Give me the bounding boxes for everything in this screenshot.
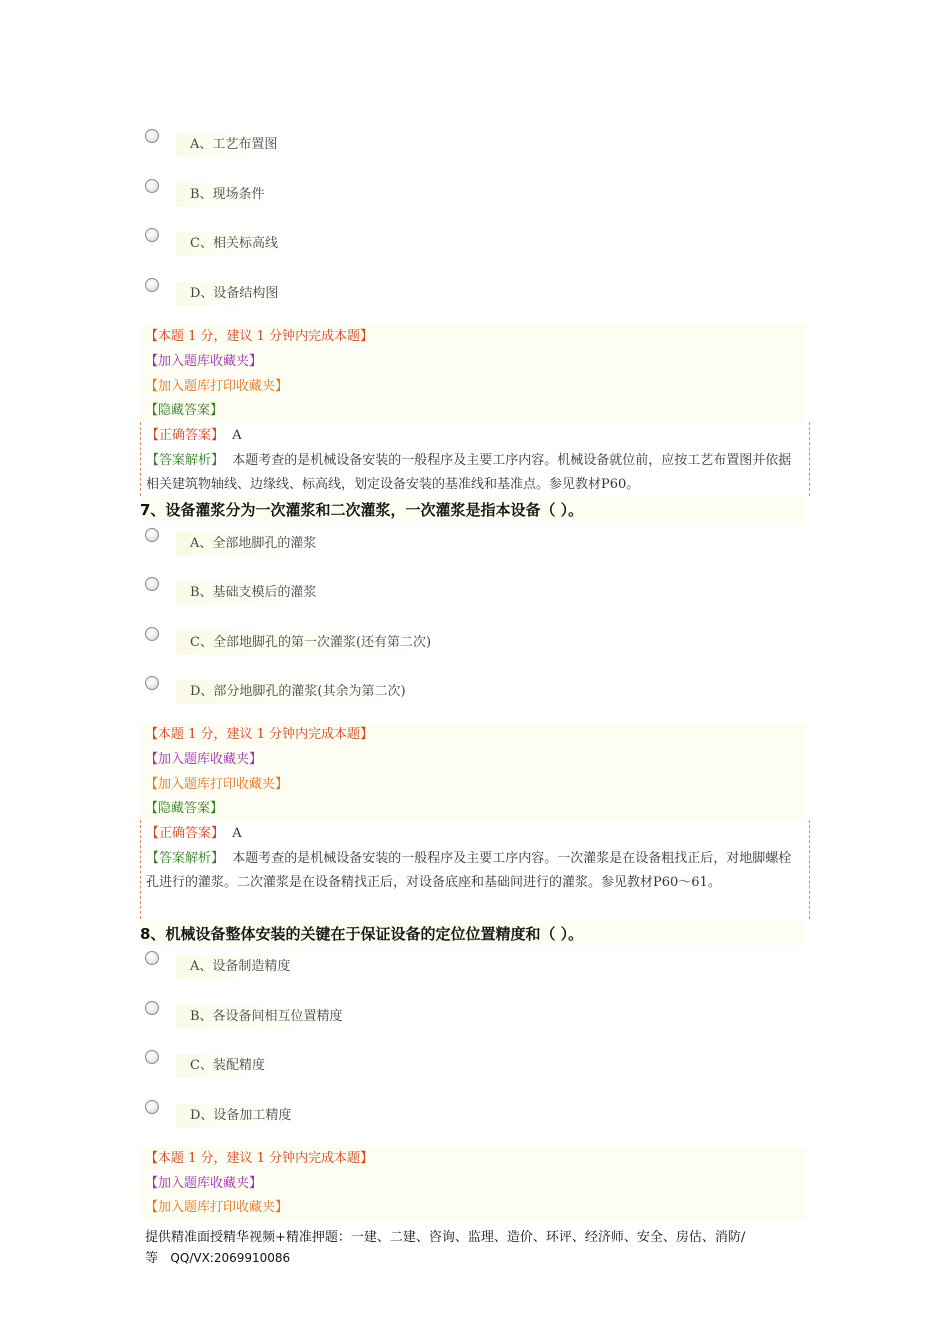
q7-option-c: C、全部地脚孔的第一次灌浆(还有第二次)	[176, 631, 441, 655]
q8-option-d-radio[interactable]	[145, 1100, 159, 1114]
q8-option-d: D、设备加工精度	[176, 1104, 301, 1128]
q6-hide-answer-link[interactable]: 【隐藏答案】	[140, 399, 805, 422]
q6-option-c-radio[interactable]	[145, 228, 159, 242]
q8-tip: 【本题 1 分，建议 1 分钟内完成本题】	[140, 1147, 805, 1170]
q7-option-d: D、部分地脚孔的灌浆(其余为第二次)	[176, 680, 416, 704]
q7-option-c-radio[interactable]	[145, 627, 159, 641]
q6-add-favorite-link[interactable]: 【加入题库收藏夹】	[140, 350, 805, 373]
q6-option-d: D、设备结构图	[176, 282, 288, 306]
q6-explain-text: 本题考查的是机械设备安装的一般程序及主要工序内容。机械设备就位前，应按工艺布置图并依据相关建筑物轴线、边缘线、标高线，划定设备安装的基准线和基准点。参见教材P60。	[146, 452, 792, 492]
footer-qq: QQ/VX:2069910086	[170, 1251, 291, 1265]
q6-answer-value: A	[232, 428, 242, 443]
q7-explain-label: 【答案解析】	[146, 850, 225, 866]
q6-option-a: A、工艺布置图	[176, 133, 287, 157]
q6-tip: 【本题 1 分，建议 1 分钟内完成本题】	[140, 325, 805, 348]
q8-option-a-radio[interactable]	[145, 951, 159, 965]
q8-option-b: B、各设备间相互位置精度	[176, 1005, 353, 1029]
q7-tip: 【本题 1 分，建议 1 分钟内完成本题】	[140, 723, 805, 746]
q7-add-print-favorite-link[interactable]: 【加入题库打印收藏夹】	[140, 773, 805, 796]
q6-option-b: B、现场条件	[176, 183, 275, 207]
q7-option-a: A、全部地脚孔的灌浆	[176, 532, 326, 556]
q7-title: 7、设备灌浆分为一次灌浆和二次灌浆，一次灌浆是指本设备（ ）。	[140, 498, 805, 522]
q6-answer-box	[140, 422, 810, 496]
q7-answer-box	[140, 820, 810, 919]
q7-answer-value: A	[232, 826, 242, 841]
q7-add-favorite-link[interactable]: 【加入题库收藏夹】	[140, 748, 805, 771]
q6-option-a-radio[interactable]	[145, 129, 159, 143]
q8-option-a: A、设备制造精度	[176, 955, 300, 979]
q8-option-b-radio[interactable]	[145, 1001, 159, 1015]
q8-add-print-favorite-link[interactable]: 【加入题库打印收藏夹】	[140, 1196, 805, 1219]
q6-option-c: C、相关标高线	[176, 232, 288, 256]
q8-option-c: C、装配精度	[176, 1054, 275, 1078]
q6-explain-label: 【答案解析】	[146, 452, 225, 468]
q8-add-favorite-link[interactable]: 【加入题库收藏夹】	[140, 1172, 805, 1195]
q6-add-print-favorite-link[interactable]: 【加入题库打印收藏夹】	[140, 375, 805, 398]
q8-option-c-radio[interactable]	[145, 1050, 159, 1064]
q6-option-b-radio[interactable]	[145, 179, 159, 193]
q7-answer-label: 【正确答案】	[146, 826, 225, 841]
footer-promo	[145, 1228, 810, 1269]
q7-option-d-radio[interactable]	[145, 676, 159, 690]
q7-hide-answer-link[interactable]: 【隐藏答案】	[140, 797, 805, 820]
q6-option-d-radio[interactable]	[145, 278, 159, 292]
q7-option-b-radio[interactable]	[145, 577, 159, 591]
footer-promo-text: 提供精准面授精华视频+精准押题：一建、二建、咨询、监理、造价、环评、经济师、安全、房估、消防/等	[145, 1230, 746, 1266]
q7-explain-text: 本题考查的是机械设备安装的一般程序及主要工序内容。一次灌浆是在设备粗找正后，对地脚螺栓孔进行的灌浆。二次灌浆是在设备精找正后，对设备底座和基础间进行的灌浆。参见教材P60～61。	[146, 850, 792, 890]
q7-option-a-radio[interactable]	[145, 528, 159, 542]
q6-answer-label: 【正确答案】	[146, 428, 225, 443]
q7-option-b: B、基础支模后的灌浆	[176, 581, 327, 605]
q8-title: 8、机械设备整体安装的关键在于保证设备的定位位置精度和（ ）。	[140, 922, 805, 946]
